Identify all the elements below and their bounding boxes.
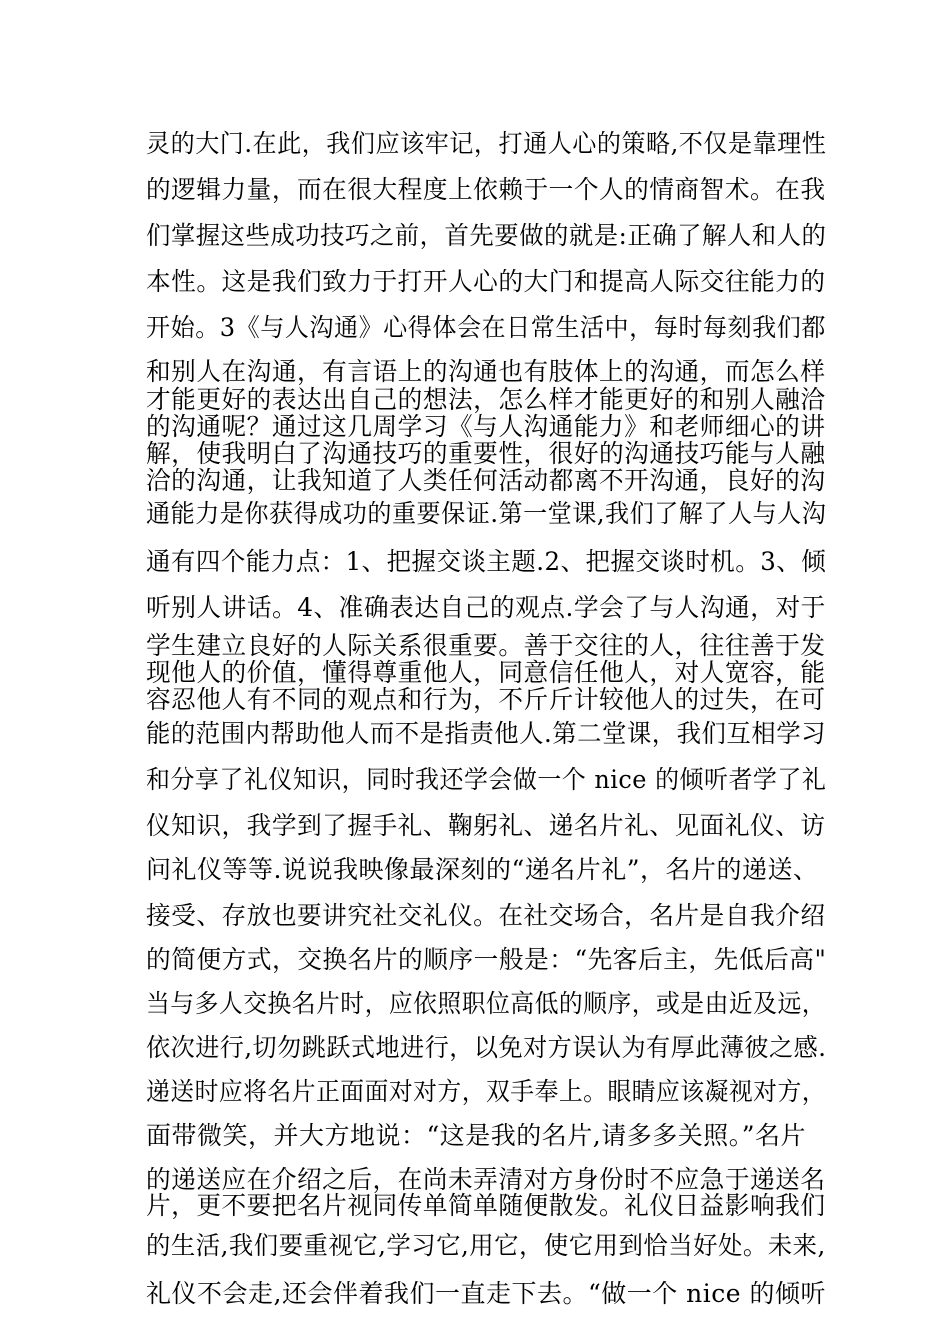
text-line: 接受、存放也要讲究社交礼仪。在社交场合，名片是自我介绍 [146,901,826,930]
text-line: 礼仪不会走,还会伴着我们一直走下去。“做一个 nice 的倾听 [146,1279,827,1308]
text-line: 递送时应将名片正面面对对方，双手奉上。眼睛应该凝视对方， [146,1077,827,1106]
text-line: 的生活,我们要重视它,学习它,用它，使它用到恰当好处。未来, [146,1231,826,1260]
text-line: 当与多人交换名片时，应依照职位高低的顺序，或是由近及远， [146,989,827,1018]
text-line: 的沟通呢？通过这几周学习《与人沟通能力》和老师细心的讲 [146,412,826,441]
text-line: 本性。这是我们致力于打开人心的大门和提高人际交往能力的 [146,267,826,296]
text-line: 和别人在沟通，有言语上的沟通也有肢体上的沟通，而怎么样 [146,357,826,386]
text-line: 问礼仪等等.说说我映像最深刻的“递名片礼”，名片的递送、 [146,855,819,884]
text-line: 才能更好的表达出自己的想法，怎么样才能更好的和别人融洽 [146,385,826,414]
text-line: 现他人的价值，懂得尊重他人，同意信任他人，对人宽容，能 [146,658,826,687]
text-line: 听别人讲话。4、准确表达自己的观点.学会了与人沟通，对于 [146,593,826,622]
text-line: 学生建立良好的人际关系很重要。善于交往的人，往往善于发 [146,631,826,660]
text-line: 通能力是你获得成功的重要保证.第一堂课,我们了解了人与人沟 [146,499,827,528]
text-line: 的逻辑力量，而在很大程度上依赖于一个人的情商智术。在我 [146,175,826,204]
text-line: 开始。3《与人沟通》心得体会在日常生活中，每时每刻我们都 [146,313,826,342]
text-line: 通有四个能力点：1、把握交谈主题.2、把握交谈时机。3、倾 [146,547,827,576]
text-line: 和分享了礼仪知识，同时我还学会做一个 nice 的倾听者学了礼 [146,765,827,794]
text-line: 容忍他人有不同的观点和行为，不斤斤计较他人的过失，在可 [146,685,826,714]
text-line: 解，使我明白了沟通技巧的重要性，很好的沟通技巧能与人融 [146,439,826,468]
text-line: 灵的大门.在此，我们应该牢记，打通人心的策略,不仅是靠理性 [146,129,827,158]
text-line: 洽的沟通，让我知道了人类任何活动都离不开沟通，良好的沟 [146,466,826,495]
text-line: 的递送应在介绍之后，在尚未弄清对方身份时不应急于递送名 [146,1165,826,1194]
text-line: 面带微笑，并大方地说：“这是我的名片,请多多关照。”名片 [146,1121,807,1150]
text-line: 依次进行,切勿跳跃式地进行，以免对方误认为有厚此薄彼之感. [146,1033,827,1062]
text-line: 片，更不要把名片视同传单简单随便散发。礼仪日益影响我们 [146,1191,826,1220]
text-line: 们掌握这些成功技巧之前，首先要做的就是:正确了解人和人的 [146,221,827,250]
text-line: 仪知识，我学到了握手礼、鞠躬礼、递名片礼、见面礼仪、访 [146,811,826,840]
text-line: 的简便方式，交换名片的顺序一般是：“先客后主，先低后高" [146,945,827,974]
text-line: 能的范围内帮助他人而不是指责他人.第二堂课，我们互相学习 [146,719,826,748]
